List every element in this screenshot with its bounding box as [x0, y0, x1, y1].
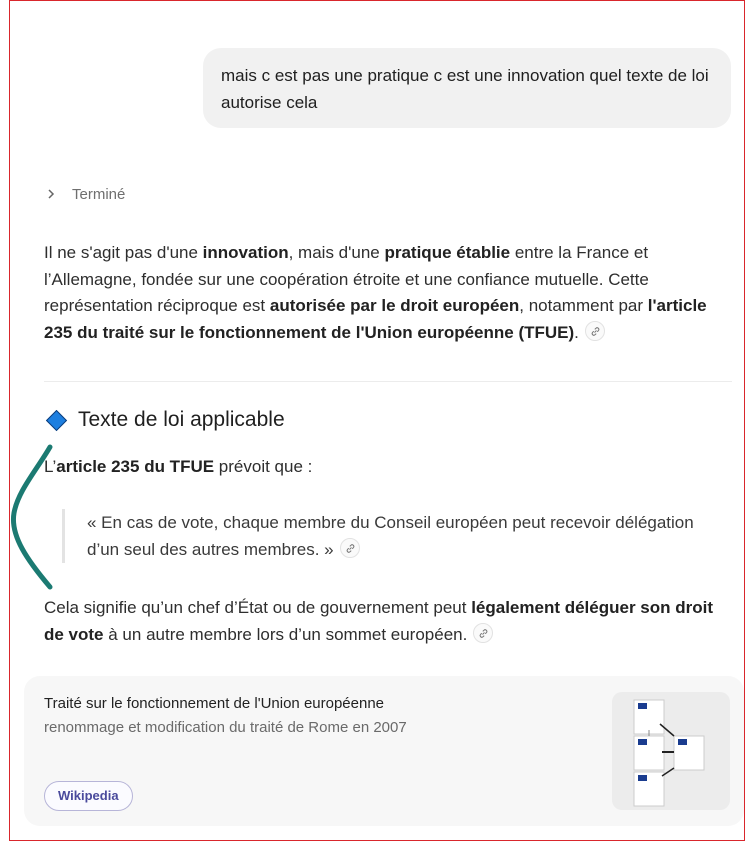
source-chip-wikipedia[interactable]: Wikipedia: [44, 781, 133, 811]
bold-span: pratique établie: [384, 243, 511, 262]
blockquote: [62, 509, 702, 563]
text-span: Il ne s'agit pas d'une: [44, 243, 203, 262]
quote-text: « En cas de vote, chaque membre du Conseil européen peut recevoir délégation d’un seul des autres membres. »: [87, 513, 694, 559]
answer-paragraph-2: [44, 454, 734, 481]
text-span: .: [574, 322, 579, 342]
chat-panel: [9, 0, 745, 841]
user-message-bubble: [203, 48, 731, 128]
citation-link-icon[interactable]: [585, 321, 605, 341]
text-span: , notamment par: [519, 296, 648, 315]
bold-span: légalement déléguer son droit de vote: [44, 598, 714, 644]
bold-span: l'article 235 du traité sur le fonctionnement de l'Union européenne (TFUE): [44, 296, 707, 342]
chevron-right-icon: [46, 187, 58, 203]
blue-diamond-icon: [46, 409, 67, 430]
reasoning-status-toggle[interactable]: [46, 186, 125, 203]
answer-paragraph-1: [44, 240, 734, 346]
user-message-text: mais c est pas une pratique c est une innovation quel texte de loi autorise cela: [221, 66, 709, 112]
status-label: Terminé: [72, 186, 126, 203]
text-span: entre la France et l’Allemagne, fondée sur une coopération étroite et une confiance mutuelle. Cette représentation réciproque est: [44, 243, 649, 315]
handwritten-annotation-stroke: [9, 441, 58, 601]
text-span: à un autre membre lors d’un sommet européen.: [103, 624, 468, 644]
source-card[interactable]: [24, 676, 744, 826]
citation-link-icon[interactable]: [473, 623, 493, 643]
text-span: L’: [44, 457, 57, 476]
treaty-diagram-icon: [612, 692, 730, 810]
bold-span: article 235 du TFUE: [56, 457, 215, 476]
section-divider: [44, 381, 732, 382]
source-card-subtitle: renommage et modification du traité de Rome en 2007: [44, 719, 407, 736]
bold-span: autorisée par le droit européen: [269, 296, 520, 315]
citation-link-icon[interactable]: [340, 538, 360, 558]
text-span: Cela signifie qu’un chef d’État ou de gouvernement peut: [44, 598, 472, 617]
treaty-diagram-thumbnail: [612, 692, 730, 810]
answer-paragraph-3: [44, 595, 734, 648]
heading-text: Texte de loi applicable: [78, 408, 285, 431]
text-span: prévoit que :: [214, 457, 313, 476]
text-span: , mais d'une: [288, 243, 385, 262]
section-heading: [46, 408, 285, 432]
source-card-title: Traité sur le fonctionnement de l'Union européenne: [44, 695, 385, 712]
bold-span: innovation: [202, 243, 289, 262]
